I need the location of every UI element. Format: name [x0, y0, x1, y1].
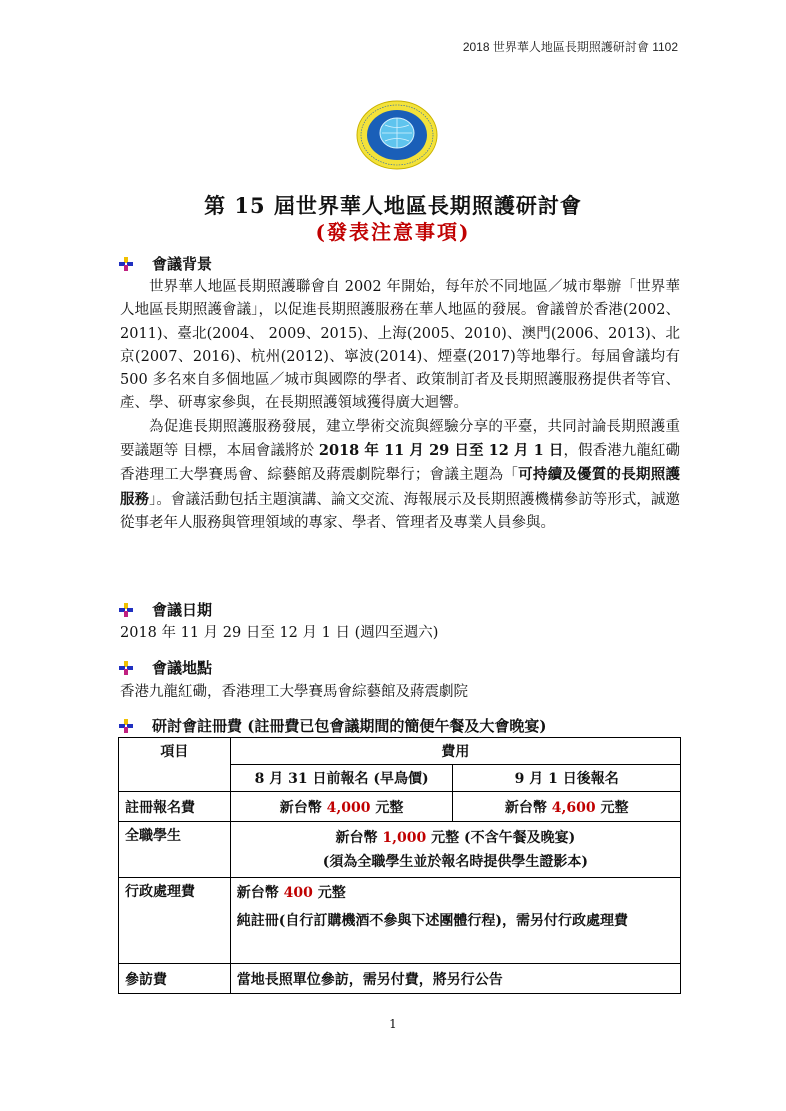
- bullet-icon: [118, 256, 134, 272]
- registration-fee-table: [118, 737, 681, 994]
- table-row: [119, 964, 681, 994]
- section-heading-venue: 會議地點: [118, 657, 212, 678]
- header-early-bird: 8 月 31 日前報名 (早鳥價): [230, 765, 453, 792]
- conference-date: 2018 年 11 月 29 日至 12 月 1 日 (週四至週六): [120, 625, 439, 641]
- bullet-icon: [118, 718, 134, 734]
- page-subtitle: (發表注意事項): [315, 220, 471, 244]
- table-row: [119, 878, 681, 964]
- admin-fee-note: 純註冊(自行訂購機酒不參與下述團體行程)，需另付行政處理費: [236, 913, 629, 929]
- row-label-student: 全職學生: [119, 822, 231, 878]
- section-heading-date: 會議日期: [118, 599, 212, 620]
- page-number: 1: [389, 1017, 397, 1031]
- visit-fee: 當地長照單位參訪，需另付費，將另行公告: [230, 964, 680, 994]
- table-row: [119, 792, 681, 822]
- bullet-icon: [118, 602, 134, 618]
- header-late: 9 月 1 日後報名: [453, 765, 681, 792]
- conference-logo: [356, 100, 438, 170]
- header-item: 項目: [119, 738, 231, 792]
- background-paragraph-2: 為促進長期照護服務發展，建立學術交流與經驗分享的平臺，共同討論長期照護重要議題等 目標，本屆會議將於 2018 年 11 月 29 日至 12 月 1 日，假香港九龍紅磡香港理工大學賽馬會、綜藝館及蔣震劇院舉行；會議主題為「可持續及優質的長期照護服務」。會議活動包括主題演講、論文交流、海報展示及長期照護機構參訪等形式，誠邀從事老年人服務與管理領域的專家、學者、管理者及專業人員參與。: [120, 418, 681, 531]
- student-fee: 新台幣 1,000 元整 (不含午餐及晚宴) (須為全職學生並於報名時提供學生證影本): [230, 822, 680, 878]
- background-paragraphs: [120, 276, 680, 535]
- table-row: [119, 822, 681, 878]
- page-title: 第 15 屆世界華人地區長期照護研討會: [204, 193, 582, 218]
- student-fee-note: (須為全職學生並於報名時提供學生證影本): [322, 853, 589, 870]
- row-label-admin: 行政處理費: [119, 878, 231, 964]
- registration-early-fee: 新台幣 4,000 元整: [230, 792, 453, 822]
- section-heading-fees: 研討會註冊費 (註冊費已包會議期間的簡便午餐及大會晚宴): [118, 715, 546, 736]
- running-header: 2018 世界華人地區長期照護研討會 1102: [462, 40, 678, 54]
- conference-venue: 香港九龍紅磡，香港理工大學賽馬會綜藝館及蔣震劇院: [120, 684, 468, 700]
- section-heading-background: 會議背景: [118, 253, 212, 274]
- row-label-visit: 參訪費: [119, 964, 231, 994]
- registration-late-fee: 新台幣 4,600 元整: [453, 792, 681, 822]
- admin-fee: 新台幣 400 元整 純註冊(自行訂購機酒不參與下述團體行程)，需另付行政處理費: [230, 878, 680, 964]
- bullet-icon: [118, 660, 134, 676]
- header-fee: 費用: [230, 738, 680, 765]
- background-paragraph-1: 世界華人地區長期照護聯會自 2002 年開始，每年於不同地區／城市舉辦「世界華人地區長期照護會議」，以促進長期照護服務在華人地區的發展。會議曾於香港(2002、2011)、臺北(2004、 2009、2015)、上海(2005、2010)、澳門(2006、2013)、北京(2007、2016)、杭州(2012)、寧波(2014)、煙臺(2017)等地舉行。每屆會議均有 500 多名來自多個地區／城市與國際的學者、政策制訂者及長期照護服務提供者等官、產、學、研專家參與，在長期照護領域獲得廣大迴響。: [120, 279, 680, 412]
- row-label-registration: 註冊報名費: [119, 792, 231, 822]
